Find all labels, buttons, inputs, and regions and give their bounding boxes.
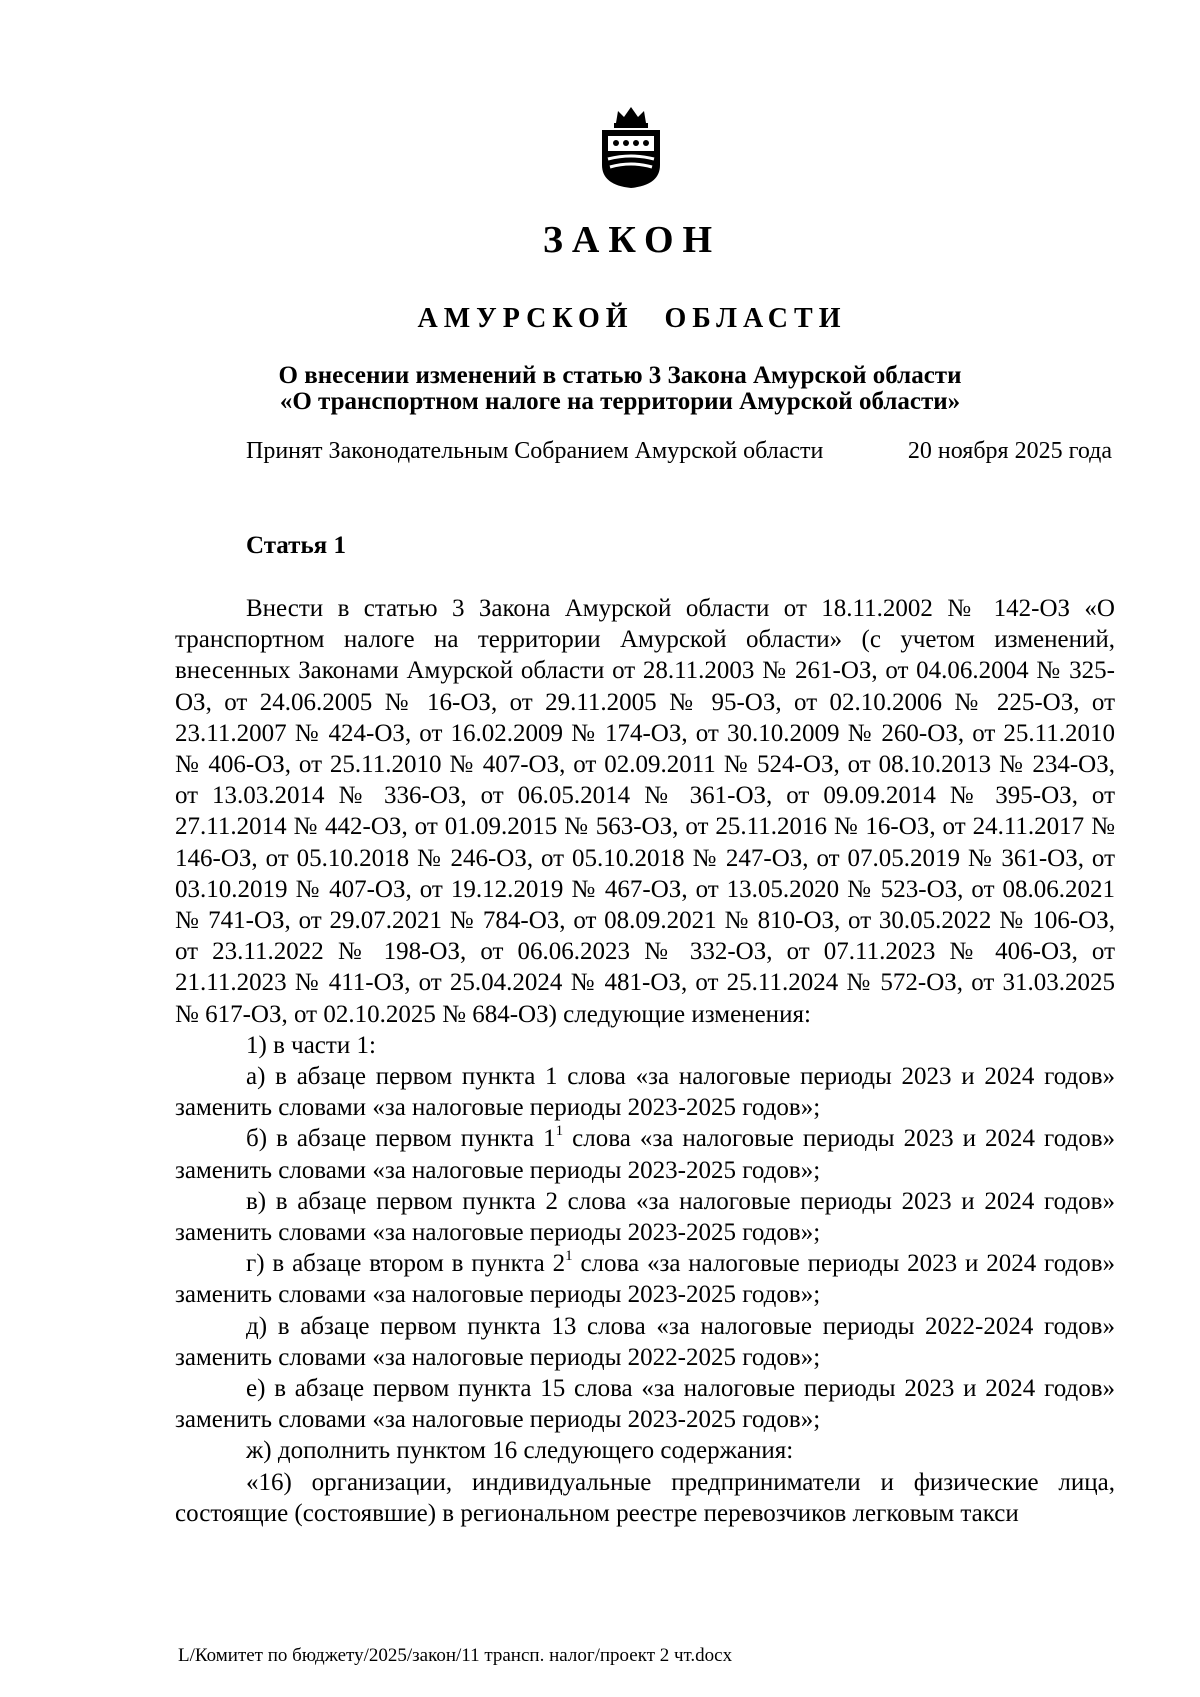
item-g xyxy=(175,1248,1115,1310)
item-b xyxy=(175,1123,1115,1185)
coat-of-arms-emblem xyxy=(596,103,666,189)
item-16-text: «16) организации, индивидуальные предприниматели и физические лица, состоящие (состоявшие) в региональном реестре перевозчиков легковым такси xyxy=(175,1468,1115,1527)
item-e: е) в абзаце первом пункта 15 слова «за налоговые периоды 2023 и 2024 годов» заменить словами «за налоговые периоды 2023-2025 годов»; xyxy=(175,1375,1115,1434)
item-zh: ж) дополнить пунктом 16 следующего содержания: xyxy=(246,1437,794,1465)
adopted-by: Принят Законодательным Собранием Амурской области xyxy=(246,438,824,464)
law-title: ЗАКОН xyxy=(542,219,722,261)
adoption-info xyxy=(246,438,1112,465)
item-d: д) в абзаце первом пункта 13 слова «за налоговые периоды 2022-2024 годов» заменить словами «за налоговые периоды 2022-2025 годов»; xyxy=(175,1312,1115,1371)
article-body xyxy=(175,593,1115,1529)
item-a: а) в абзаце первом пункта 1 слова «за налоговые периоды 2023 и 2024 годов» заменить словами «за налоговые периоды 2023-2025 годов»; xyxy=(175,1063,1115,1122)
region-title: АМУРСКОЙ ОБЛАСТИ xyxy=(417,303,847,334)
item-b-end: слова «за налоговые периоды 2023 и 2024 годов» заменить словами «за налоговые периоды 2023-2025 годов»; xyxy=(175,1125,1115,1184)
article-heading: Статья 1 xyxy=(246,532,346,559)
item-b-superscript: 1 xyxy=(555,1123,564,1140)
subtitle-line-2: «О транспортном налоге на территории Амурской области» xyxy=(279,388,961,415)
item-g-superscript: 1 xyxy=(565,1248,573,1265)
item-b-start: б) в абзаце первом пункта 1 xyxy=(246,1125,556,1153)
law-subtitle xyxy=(175,363,1065,415)
footer-file-path: L/Комитет по бюджету/2025/закон/11 трансп. налог/проект 2 чт.docx xyxy=(178,1645,733,1666)
item-g-end: слова «за налоговые периоды 2023 и 2024 годов» заменить словами «за налоговые периоды 2023-2025 годов»; xyxy=(175,1250,1115,1309)
subtitle-line-1: О внесении изменений в статью 3 Закона Амурской области xyxy=(278,362,962,389)
item-g-start: г) в абзаце втором в пункта 2 xyxy=(246,1250,566,1278)
article-intro-paragraph: Внести в статью 3 Закона Амурской области от 18.11.2002 № 142-ОЗ «О транспортном налоге на территории Амурской области» (с учетом изменений, внесенных Законами Амурской области от 28.11.2003 № 261-ОЗ, от 04.06.2004 № 325-ОЗ, от 24.06.2005 № 16-ОЗ, от 29.11.2005 № 95-ОЗ, от 02.10.2006 № 225-ОЗ, от 23.11.2007 № 424-ОЗ, от 16.02.2009 № 174-ОЗ, от 30.10.2009 № 260-ОЗ, от 25.11.2010 № 406-ОЗ, от 25.11.2010 № 407-ОЗ, от 02.09.2011 № 524-ОЗ, от 08.10.2013 № 234-ОЗ, от 13.03.2014 № 336-ОЗ, от 06.05.2014 № 361-ОЗ, от 09.09.2014 № 395-ОЗ, от 27.11.2014 № 442-ОЗ, от 01.09.2015 № 563-ОЗ, от 25.11.2016 № 16-ОЗ, от 24.11.2017 № 146-ОЗ, от 05.10.2018 № 246-ОЗ, от 05.10.2018 № 247-ОЗ, от 07.05.2019 № 361-ОЗ, от 03.10.2019 № 407-ОЗ, от 19.12.2019 № 467-ОЗ, от 13.05.2020 № 523-ОЗ, от 08.06.2021 № 741-ОЗ, от 29.07.2021 № 784-ОЗ, от 08.09.2021 № 810-ОЗ, от 30.05.2022 № 106-ОЗ, от 23.11.2022 № 198-ОЗ, от 06.06.2023 № 332-ОЗ, от 07.11.2023 № 406-ОЗ, от 21.11.2023 № 411-ОЗ, от 25.04.2024 № 481-ОЗ, от 25.11.2024 № 572-ОЗ, от 31.03.2025 № 617-ОЗ, от 02.10.2025 № 684-ОЗ) следующие изменения: xyxy=(175,595,1115,1028)
adopted-date: 20 ноября 2025 года xyxy=(907,438,1112,464)
item-v: в) в абзаце первом пункта 2 слова «за налоговые периоды 2023 и 2024 годов» заменить словами «за налоговые периоды 2023-2025 годов»; xyxy=(175,1187,1115,1247)
part-intro: 1) в части 1: xyxy=(246,1031,376,1059)
